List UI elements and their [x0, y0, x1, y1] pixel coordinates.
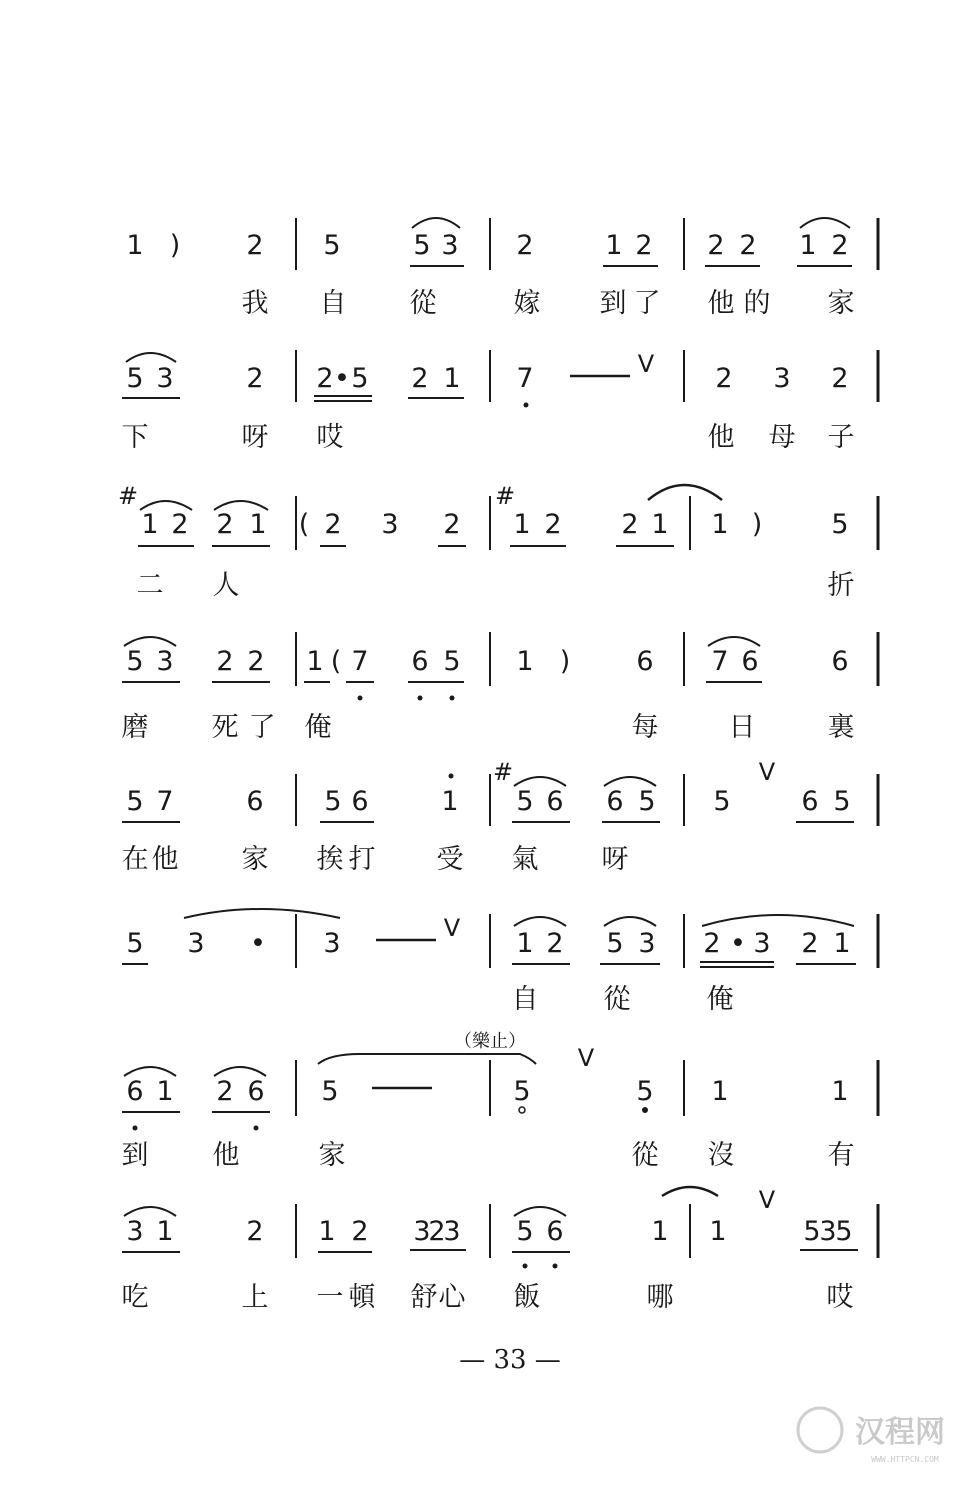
note: )	[169, 230, 181, 261]
lyric: 日	[728, 712, 756, 743]
sharp-sign: #	[494, 482, 516, 510]
note: 5	[324, 786, 342, 817]
note: •	[730, 928, 746, 959]
slur	[124, 637, 176, 646]
lyric: 哪	[646, 1282, 674, 1313]
lyric: 挨	[316, 844, 344, 875]
note: 2	[831, 363, 849, 394]
lyric: 在	[121, 844, 149, 875]
note: 3	[156, 646, 174, 677]
note: 2	[715, 363, 733, 394]
note: 1	[709, 1216, 727, 1247]
lyric: 自	[511, 984, 539, 1015]
octave-dot	[358, 696, 363, 701]
note: 5	[323, 230, 341, 261]
lyric: 氣	[511, 844, 539, 875]
note: 1	[711, 509, 729, 540]
score-row-1	[126, 218, 878, 270]
note: 1	[516, 646, 534, 677]
note: 7	[516, 363, 534, 394]
slur	[126, 353, 176, 362]
note: 1	[711, 1076, 729, 1107]
lyric: 下	[121, 422, 149, 453]
note: 5	[713, 786, 731, 817]
lyric: 哎	[316, 422, 344, 453]
lyric: 家	[318, 1140, 346, 1171]
note: 5	[833, 786, 851, 817]
lyric: 飯	[513, 1282, 541, 1313]
lyric: 俺	[706, 984, 734, 1015]
note: 2	[216, 509, 234, 540]
note: 2	[246, 363, 264, 394]
tie	[318, 1054, 536, 1064]
note: 5	[831, 509, 849, 540]
breath-mark: V	[758, 1186, 776, 1214]
note: 3	[819, 1216, 837, 1247]
note: 1	[516, 928, 534, 959]
octave-dot	[523, 1264, 528, 1269]
note: 5	[835, 1216, 853, 1247]
page-number: — 33 —	[459, 1345, 561, 1375]
note: 6	[831, 646, 849, 677]
lyric: 有	[827, 1140, 855, 1171]
octave-dot	[450, 696, 455, 701]
note: 1	[141, 509, 159, 540]
note: 2	[351, 1216, 369, 1247]
lyrics-row-7	[122, 1140, 855, 1171]
note: 1	[651, 1216, 669, 1247]
breath-mark: V	[758, 758, 776, 786]
lyrics-row-8	[122, 1282, 854, 1313]
lyric: 死	[211, 712, 239, 743]
note: (	[298, 509, 310, 540]
lyric: 舒	[410, 1282, 438, 1313]
note: 1	[249, 509, 267, 540]
lyric: 家	[827, 288, 855, 319]
octave-dot	[524, 403, 529, 408]
note: 2	[428, 1216, 446, 1247]
note: )	[559, 646, 571, 677]
note: 6	[126, 1076, 144, 1107]
lyric: 他	[707, 288, 735, 319]
note: 5	[636, 1076, 654, 1107]
lyric: 呀	[241, 422, 269, 453]
note: 2	[621, 509, 639, 540]
note: 2	[707, 230, 725, 261]
lyric: 他	[151, 844, 179, 875]
note: 5	[126, 646, 144, 677]
lyric: 了	[248, 712, 276, 743]
note: 2	[316, 363, 334, 394]
note: 7	[351, 646, 369, 677]
note: 2	[216, 646, 234, 677]
score-row-2	[122, 350, 878, 408]
watermark-url: WWW.HTTPCN.COM	[871, 1455, 939, 1464]
lyric: 呀	[601, 844, 629, 875]
note: 5	[803, 1216, 821, 1247]
note: 1	[441, 786, 459, 817]
note: 2	[635, 230, 653, 261]
slur	[604, 777, 656, 786]
lyric: 一	[316, 1282, 344, 1313]
note: 6	[741, 646, 759, 677]
lyric: 磨	[121, 712, 149, 743]
note: 3	[381, 509, 399, 540]
slur	[702, 915, 854, 926]
note: 1	[126, 230, 144, 261]
lyric: 我	[241, 288, 269, 319]
note: 1	[318, 1216, 336, 1247]
note: 2	[516, 230, 534, 261]
tie	[648, 485, 722, 500]
note: 2	[324, 509, 342, 540]
lyric: 母	[768, 422, 796, 453]
note: 7	[156, 786, 174, 817]
lyric: 到	[599, 288, 627, 319]
note: 5	[126, 928, 144, 959]
breath-mark: V	[577, 1044, 595, 1072]
note: 5	[638, 786, 656, 817]
note: 2	[216, 1076, 234, 1107]
lyric: 自	[319, 288, 347, 319]
note: 1	[831, 1076, 849, 1107]
watermark-logo-icon	[798, 1408, 842, 1452]
note: 3	[413, 1216, 431, 1247]
note: 3	[441, 230, 459, 261]
lyric: 他	[707, 422, 735, 453]
note: 2	[411, 363, 429, 394]
note: )	[751, 509, 763, 540]
lyric: 沒	[707, 1140, 735, 1171]
octave-dot	[519, 1107, 525, 1113]
lyric: 打	[348, 844, 376, 875]
note: 2	[801, 928, 819, 959]
slur	[708, 637, 760, 646]
note: 2	[247, 646, 265, 677]
note: 1	[156, 1076, 174, 1107]
note: 2	[544, 509, 562, 540]
lyric: 頓	[348, 1282, 376, 1313]
slur	[514, 917, 566, 926]
slur	[214, 1067, 266, 1076]
score-row-3	[118, 482, 878, 550]
note: 1	[605, 230, 623, 261]
lyric: 到	[121, 1140, 149, 1171]
lyric: 他	[212, 1140, 240, 1171]
note: 1	[651, 509, 669, 540]
note: 6	[546, 786, 564, 817]
note: 3	[773, 363, 791, 394]
breath-mark: V	[637, 350, 655, 378]
lyric: 心	[438, 1282, 466, 1313]
tie	[662, 1187, 718, 1196]
lyric: 上	[241, 1282, 269, 1313]
note: 3	[187, 928, 205, 959]
lyric: 受	[436, 844, 464, 875]
note: 2	[739, 230, 757, 261]
note: 1	[306, 646, 324, 677]
slur	[514, 777, 566, 786]
note: 1	[833, 928, 851, 959]
note: 5	[321, 1076, 339, 1107]
note: 5	[126, 786, 144, 817]
score-row-5	[122, 758, 878, 826]
lyric: 從	[603, 984, 631, 1015]
lyrics-row-3	[137, 570, 855, 601]
octave-dot	[418, 696, 423, 701]
score-row-4	[122, 632, 878, 701]
lyric: 的	[743, 288, 771, 319]
note: 6	[351, 786, 369, 817]
slur	[124, 1207, 176, 1216]
note: 6	[636, 646, 654, 677]
lyric: 人	[212, 570, 240, 601]
note: (	[330, 646, 342, 677]
octave-dot	[254, 1126, 259, 1131]
note: 3	[323, 928, 341, 959]
lyric: 從	[409, 288, 437, 319]
lyric: 家	[241, 844, 269, 875]
note: 5	[126, 363, 144, 394]
octave-dot	[553, 1264, 558, 1269]
octave-dot	[449, 774, 454, 779]
breath-mark: V	[443, 914, 461, 942]
score-row-7	[122, 1031, 878, 1131]
note: 2	[246, 1216, 264, 1247]
note: 2	[171, 509, 189, 540]
note: 2	[443, 509, 461, 540]
watermark-text: 汉程网	[855, 1415, 945, 1450]
note: 5	[516, 786, 534, 817]
note: 6	[246, 786, 264, 817]
lyric: 裏	[827, 712, 855, 743]
lyric: 吃	[121, 1282, 149, 1313]
note: 1	[799, 230, 817, 261]
score-row-6	[122, 909, 878, 968]
sharp-sign: #	[492, 758, 514, 786]
tie	[184, 909, 340, 918]
note: 7	[711, 646, 729, 677]
lyric: 二	[136, 570, 164, 601]
note: 6	[606, 786, 624, 817]
note: 5	[413, 230, 431, 261]
lyrics-row-6	[512, 984, 734, 1015]
lyrics-row-2	[122, 422, 855, 453]
lyrics-row-5	[122, 844, 629, 875]
note: 5	[513, 1076, 531, 1107]
note: 5	[443, 646, 461, 677]
note: 6	[247, 1076, 265, 1107]
note: 6	[411, 646, 429, 677]
note: 3	[753, 928, 771, 959]
lyric: 子	[827, 422, 855, 453]
note: 6	[801, 786, 819, 817]
octave-dot	[133, 1126, 138, 1131]
slur	[124, 1067, 176, 1076]
lyric: 折	[827, 570, 855, 601]
note: 6	[546, 1216, 564, 1247]
lyric: 從	[631, 1140, 659, 1171]
note: 3	[156, 363, 174, 394]
lyrics-row-1	[242, 288, 855, 319]
lyric: 哎	[826, 1282, 854, 1313]
note: 5	[606, 928, 624, 959]
watermark	[798, 1408, 945, 1464]
note: •	[250, 928, 266, 959]
slur	[514, 1207, 566, 1216]
music-stops-annotation: （樂止）	[454, 1031, 526, 1052]
note: 2	[703, 928, 721, 959]
note: 1	[513, 509, 531, 540]
note: 1	[156, 1216, 174, 1247]
note: 2	[546, 928, 564, 959]
note: 2	[831, 230, 849, 261]
lyric: 嫁	[513, 288, 541, 319]
octave-dot	[642, 1107, 648, 1113]
note: 5	[351, 363, 369, 394]
note: 3	[443, 1216, 461, 1247]
slur	[800, 218, 850, 228]
note: 3	[638, 928, 656, 959]
slur	[412, 218, 460, 228]
slur	[604, 917, 656, 926]
lyric: 了	[633, 288, 661, 319]
note: 3	[126, 1216, 144, 1247]
lyrics-row-4	[122, 712, 855, 743]
note: 1	[443, 363, 461, 394]
note: •	[334, 363, 350, 394]
sharp-sign: #	[117, 482, 139, 510]
note: 5	[516, 1216, 534, 1247]
lyric: 每	[631, 712, 659, 743]
lyric: 俺	[304, 712, 332, 743]
score-row-8	[122, 1186, 878, 1269]
note: 2	[246, 230, 264, 261]
